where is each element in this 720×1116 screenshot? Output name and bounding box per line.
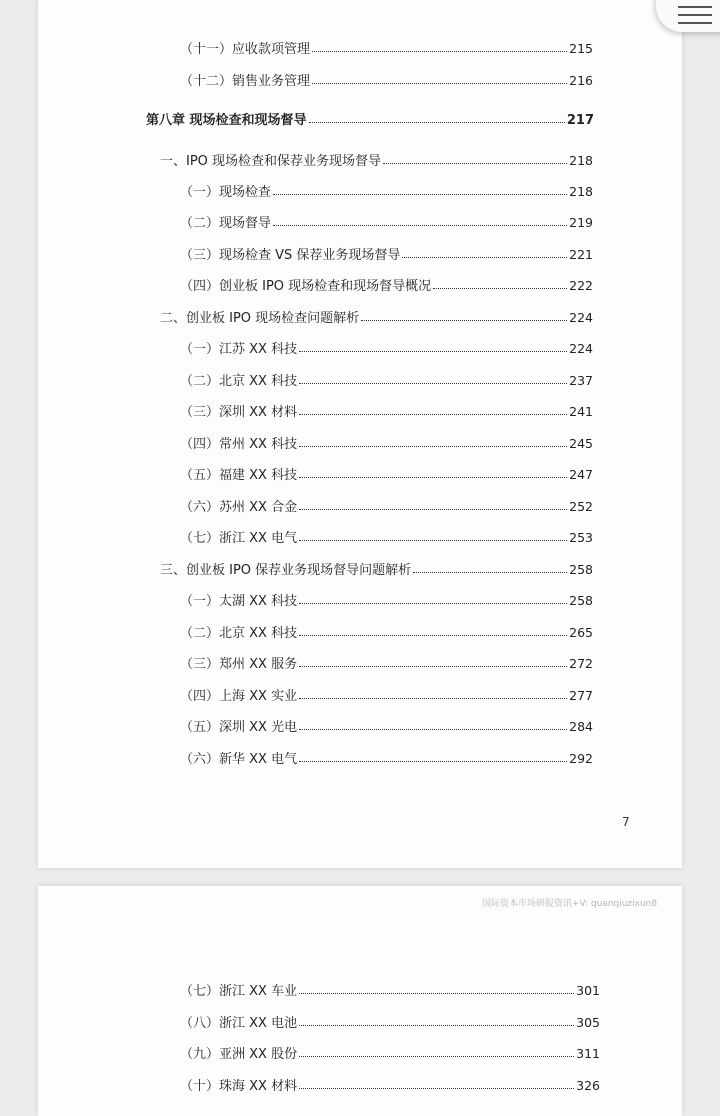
toc-entry-page: 284 <box>569 719 593 734</box>
toc-entry-title: （五）深圳 XX 光电 <box>180 720 298 735</box>
toc-entry <box>180 214 593 233</box>
dot-leader <box>273 221 567 226</box>
dot-leader <box>413 568 567 573</box>
toc-entry-page: 311 <box>576 1046 600 1061</box>
toc-entry-page: 224 <box>569 310 593 325</box>
toc-entry <box>180 183 593 202</box>
dot-leader <box>273 190 567 195</box>
dot-leader <box>312 47 567 52</box>
dot-leader <box>299 347 567 352</box>
toc-entry-title: （七）浙江 XX 电气 <box>180 531 298 546</box>
toc-entry-page: 219 <box>569 215 593 230</box>
dot-leader <box>433 284 567 289</box>
page-number: 7 <box>622 815 630 829</box>
toc-entry-title: （五）福建 XX 科技 <box>180 468 298 483</box>
toc-entry <box>180 592 593 611</box>
toc-entry <box>180 655 593 674</box>
dot-leader <box>299 1021 574 1026</box>
toc-entry-title: （三）现场检查 VS 保荐业务现场督导 <box>180 248 401 263</box>
toc-entry-page: 326 <box>576 1078 600 1093</box>
toc-entry-title: （六）新华 XX 电气 <box>180 752 298 767</box>
dot-leader <box>299 631 567 636</box>
dot-leader <box>299 1084 574 1089</box>
dot-leader <box>312 79 567 84</box>
dot-leader <box>309 118 565 123</box>
toc-entry <box>180 750 593 769</box>
dot-leader <box>299 379 567 384</box>
toc-entry-page: 237 <box>569 373 593 388</box>
toc-entry-page: 258 <box>569 562 593 577</box>
toc-entry <box>180 1077 600 1096</box>
toc-chapter-entry <box>146 112 594 130</box>
dot-leader <box>383 159 567 164</box>
toc-entry-title: （二）北京 XX 科技 <box>180 626 298 641</box>
toc-entry-title: （四）创业板 IPO 现场检查和现场督导概况 <box>180 279 432 294</box>
toc-entry <box>180 718 593 737</box>
toc-section-entry <box>160 561 593 580</box>
toc-entry-page: 301 <box>576 983 600 998</box>
toc-entry-page: 277 <box>569 688 593 703</box>
toc-entry <box>180 246 593 265</box>
toc-entry-title: （四）常州 XX 科技 <box>180 437 298 452</box>
toc-entry-title: （七）浙江 XX 车业 <box>180 984 298 999</box>
toc-entry-title: （八）浙江 XX 电池 <box>180 1016 298 1031</box>
toc-entry-title: （二）现场督导 <box>180 216 272 231</box>
toc-entry-page: 215 <box>569 41 593 56</box>
dot-leader <box>402 253 567 258</box>
toc-entry-page: 292 <box>569 751 593 766</box>
toc-entry-page: 217 <box>566 113 594 128</box>
toc-entry-page: 252 <box>569 499 593 514</box>
toc-entry <box>180 529 593 548</box>
toc-entry-page: 258 <box>569 593 593 608</box>
dot-leader <box>299 473 567 478</box>
toc-entry-title: （四）上海 XX 实业 <box>180 689 298 704</box>
toc-section-entry <box>160 309 593 328</box>
toc-entry-page: 305 <box>576 1015 600 1030</box>
toc-entry-page: 272 <box>569 656 593 671</box>
dot-leader <box>299 442 567 447</box>
toc-entry-title: （十）珠海 XX 材料 <box>180 1079 298 1094</box>
toc-entry-page: 222 <box>569 278 593 293</box>
dot-leader <box>299 725 567 730</box>
toc-entry <box>180 624 593 643</box>
toc-entry-title: 第八章 现场检查和现场督导 <box>146 113 307 128</box>
document-page <box>38 0 682 868</box>
toc-entry <box>180 403 593 422</box>
dot-leader <box>361 316 567 321</box>
dot-leader <box>299 599 567 604</box>
toc-section-entry <box>160 152 593 171</box>
toc-entry <box>180 435 593 454</box>
toc-entry <box>180 982 600 1001</box>
toc-entry <box>180 498 593 517</box>
toc-entry <box>180 1045 600 1064</box>
watermark-text: 国际资本市场研报资讯+V: quanqiuzixun8 <box>482 899 658 909</box>
document-page-next <box>38 886 682 1116</box>
toc-entry-page: 265 <box>569 625 593 640</box>
toc-entry <box>180 372 593 391</box>
toc-entry-page: 247 <box>569 467 593 482</box>
toc-entry-title: （一）江苏 XX 科技 <box>180 342 298 357</box>
dot-leader <box>299 662 567 667</box>
toc-entry-title: 二、创业板 IPO 现场检查问题解析 <box>160 311 360 326</box>
dot-leader <box>299 757 567 762</box>
toc-entry <box>180 687 593 706</box>
toc-entry-page: 253 <box>569 530 593 545</box>
toc-entry-title: 三、创业板 IPO 保荐业务现场督导问题解析 <box>160 563 412 578</box>
toc-entry-title: （十二）销售业务管理 <box>180 74 311 89</box>
toc-entry-title: （六）苏州 XX 合金 <box>180 500 298 515</box>
dot-leader <box>299 505 567 510</box>
dot-leader <box>299 410 567 415</box>
toc-entry-title: （十一）应收款项管理 <box>180 42 311 57</box>
toc-entry-title: （二）北京 XX 科技 <box>180 374 298 389</box>
toc-entry-title: （三）郑州 XX 服务 <box>180 657 298 672</box>
toc-entry-page: 224 <box>569 341 593 356</box>
toc-entry-title: （一）太湖 XX 科技 <box>180 594 298 609</box>
toc-entry <box>180 1014 600 1033</box>
toc-entry-page: 218 <box>569 153 593 168</box>
toc-entry-page: 218 <box>569 184 593 199</box>
toc-entry-title: （三）深圳 XX 材料 <box>180 405 298 420</box>
toc-entry-page: 221 <box>569 247 593 262</box>
toc-entry <box>180 340 593 359</box>
toc-entry-title: （一）现场检查 <box>180 185 272 200</box>
toc-entry-page: 245 <box>569 436 593 451</box>
toc-entry <box>180 40 593 59</box>
toc-entry-title: 一、IPO 现场检查和保荐业务现场督导 <box>160 154 382 169</box>
toc-entry <box>180 72 593 91</box>
toc-entry <box>180 466 593 485</box>
toc-entry-title: （九）亚洲 XX 股份 <box>180 1047 298 1062</box>
dot-leader <box>299 989 574 994</box>
dot-leader <box>299 1052 574 1057</box>
toc-entry-page: 216 <box>569 73 593 88</box>
dot-leader <box>299 694 567 699</box>
toc-entry <box>180 277 593 296</box>
toc-entry-page: 241 <box>569 404 593 419</box>
dot-leader <box>299 536 567 541</box>
